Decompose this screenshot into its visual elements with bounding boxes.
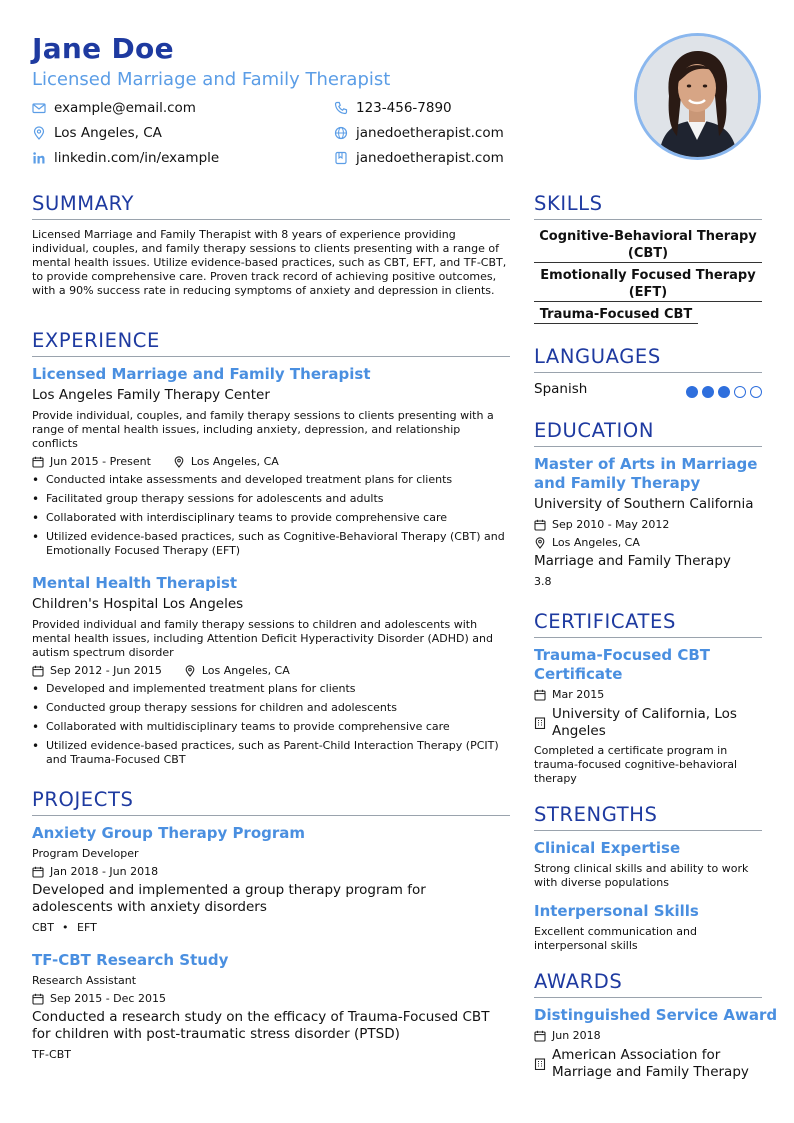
calendar-icon <box>32 993 44 1005</box>
experience-bullets <box>32 473 508 563</box>
linkedin-icon <box>32 151 46 165</box>
language-level-dot <box>686 386 698 398</box>
list-item: • Utilized evidence-based practices, such as Cognitive-Behavioral Therapy (CBT) and Emotionally Focused Therapy (EFT) <box>32 530 508 558</box>
contact-linkedin[interactable] <box>32 150 219 166</box>
map-pin-icon <box>534 537 546 549</box>
phone-text[interactable]: 123-456-7890 <box>356 100 452 116</box>
strength-name: Interpersonal Skills <box>534 902 699 920</box>
project-meta <box>32 865 158 878</box>
experience-dates: Sep 2012 - Jun 2015 <box>50 664 162 677</box>
award-issuer-row <box>534 1047 762 1081</box>
candidate-title: Licensed Marriage and Family Therapist <box>32 69 391 90</box>
skills-divider <box>534 219 762 220</box>
language-name: Spanish <box>534 381 588 397</box>
portfolio-text[interactable]: janedoetherapist.com <box>356 150 504 166</box>
experience-company: Los Angeles Family Therapy Center <box>32 387 270 403</box>
certificate-date: Mar 2015 <box>552 688 605 701</box>
section-heading-certificates: CERTIFICATES <box>534 610 676 633</box>
education-location-row <box>534 536 640 549</box>
contact-location <box>32 125 162 141</box>
project-name: Anxiety Group Therapy Program <box>32 824 306 842</box>
skill-item: Emotionally Focused Therapy (EFT) <box>540 268 756 300</box>
contact-email[interactable] <box>32 100 196 116</box>
calendar-icon <box>534 519 546 531</box>
award-date: Jun 2018 <box>552 1029 601 1042</box>
experience-bullets <box>32 682 508 772</box>
languages-divider <box>534 372 762 373</box>
location-text: Los Angeles, CA <box>54 125 162 141</box>
phone-icon <box>334 101 348 115</box>
section-heading-strengths: STRENGTHS <box>534 803 658 826</box>
calendar-icon <box>534 1030 546 1042</box>
award-date-row <box>534 1029 601 1042</box>
experience-location: Los Angeles, CA <box>201 664 290 677</box>
summary-divider <box>32 219 510 220</box>
bookmark-icon <box>334 151 348 165</box>
list-item: • Facilitated group therapy sessions for adolescents and adults <box>32 492 508 506</box>
section-heading-awards: AWARDS <box>534 970 623 993</box>
language-level-dot <box>750 386 762 398</box>
education-school: University of Southern California <box>534 496 754 512</box>
project-meta <box>32 992 166 1005</box>
project-tag: TF-CBT <box>32 1048 71 1061</box>
calendar-icon <box>32 866 44 878</box>
email-text[interactable]: example@email.com <box>54 100 196 116</box>
contact-website[interactable] <box>334 125 504 141</box>
project-tag: EFT <box>77 921 97 934</box>
skill-item: Cognitive-Behavioral Therapy (CBT) <box>539 229 757 261</box>
education-gpa: 3.8 <box>534 575 552 588</box>
education-location: Los Angeles, CA <box>552 536 640 549</box>
award-issuer: American Association for Marriage and Family Therapy <box>552 1047 749 1080</box>
strength-description: Excellent communication and interpersonal skills <box>534 925 698 952</box>
experience-divider <box>32 356 510 357</box>
education-dates: Sep 2010 - May 2012 <box>552 518 670 531</box>
certificate-name: Trauma-Focused CBT Certificate <box>534 646 711 683</box>
award-name: Distinguished Service Award <box>534 1006 778 1024</box>
map-pin-icon <box>173 456 185 468</box>
project-tag: CBT <box>32 921 54 934</box>
education-dates-row <box>534 518 669 531</box>
globe-icon <box>334 126 348 140</box>
contact-portfolio[interactable] <box>334 150 504 166</box>
website-text[interactable]: janedoetherapist.com <box>356 125 504 141</box>
list-item: • Developed and implemented treatment plans for clients <box>32 682 508 696</box>
list-item: • Collaborated with interdisciplinary teams to provide comprehensive care <box>32 511 508 525</box>
project-name: TF-CBT Research Study <box>32 951 229 969</box>
section-heading-summary: SUMMARY <box>32 192 135 215</box>
strength-description: Strong clinical skills and ability to work with diverse populations <box>534 862 749 889</box>
project-role: Program Developer <box>32 847 139 860</box>
language-level-dot <box>702 386 714 398</box>
certificate-date-row <box>534 688 604 701</box>
section-heading-experience: EXPERIENCE <box>32 329 160 352</box>
tag-separator: • <box>62 921 69 934</box>
strengths-divider <box>534 830 762 831</box>
linkedin-text[interactable]: linkedin.com/in/example <box>54 150 220 166</box>
skill-divider <box>534 323 698 324</box>
certificate-issuer: University of California, Los Angeles <box>552 706 737 739</box>
experience-company: Children's Hospital Los Angeles <box>32 596 244 612</box>
building-icon <box>534 1058 546 1070</box>
certificate-description: Completed a certificate program in trauma-focused cognitive-behavioral therapy <box>534 744 738 785</box>
building-icon <box>534 717 546 729</box>
awards-divider <box>534 997 762 998</box>
experience-location: Los Angeles, CA <box>190 455 279 468</box>
language-level-dot <box>718 386 730 398</box>
list-item: • Conducted intake assessments and developed treatment plans for clients <box>32 473 508 487</box>
skill-divider <box>534 301 762 302</box>
section-heading-projects: PROJECTS <box>32 788 134 811</box>
experience-description: Provided individual and family therapy sessions to children and adolescents with mental health issues, including Attention Deficit Hyperactivity Disorder (ADHD) and autism spectrum disorder <box>32 618 493 659</box>
envelope-icon <box>32 101 46 115</box>
certificates-divider <box>534 637 762 638</box>
experience-description: Provide individual, couples, and family therapy sessions to clients presenting with a range of mental health issues, including anxiety, depression, and relationship conflicts <box>32 409 494 450</box>
education-degree: Master of Arts in Marriage and Family Therapy <box>534 455 758 492</box>
map-pin-icon <box>184 665 196 677</box>
strength-name: Clinical Expertise <box>534 839 681 857</box>
avatar <box>637 36 758 157</box>
experience-role: Licensed Marriage and Family Therapist <box>32 365 371 383</box>
project-role: Research Assistant <box>32 974 137 987</box>
education-divider <box>534 446 762 447</box>
project-description: Developed and implemented a group therapy program for adolescents with anxiety disorders <box>32 882 426 915</box>
experience-meta <box>32 455 279 468</box>
project-dates: Jan 2018 - Jun 2018 <box>50 865 159 878</box>
skill-divider <box>534 262 762 263</box>
section-heading-languages: LANGUAGES <box>534 345 661 368</box>
list-item: • Conducted group therapy sessions for children and adolescents <box>32 701 508 715</box>
project-description: Conducted a research study on the efficacy of Trauma-Focused CBT for children with post-traumatic stress disorder (PTSD) <box>32 1009 490 1042</box>
skill-item: Trauma-Focused CBT <box>539 307 693 322</box>
project-dates: Sep 2015 - Dec 2015 <box>50 992 166 1005</box>
contact-phone[interactable] <box>334 100 452 116</box>
section-heading-education: EDUCATION <box>534 419 655 442</box>
profile-photo <box>634 33 761 160</box>
section-heading-skills: SKILLS <box>534 192 603 215</box>
experience-dates: Jun 2015 - Present <box>50 455 151 468</box>
language-level-dot <box>734 386 746 398</box>
candidate-name: Jane Doe <box>32 32 174 65</box>
experience-meta <box>32 664 290 677</box>
calendar-icon <box>32 665 44 677</box>
experience-role: Mental Health Therapist <box>32 574 238 592</box>
education-field: Marriage and Family Therapy <box>534 553 731 569</box>
calendar-icon <box>534 689 546 701</box>
certificate-issuer-row <box>534 706 762 740</box>
projects-divider <box>32 815 510 816</box>
summary-text: Licensed Marriage and Family Therapist with 8 years of experience providing individual, couples, and family therapy sessions to clients presenting with a range of mental health issues. Utilize evidence-based practices, such as CBT, EFT, and TF-CBT, to provide comprehensive care. Proven track record of achieving positive outcomes, with a 90% success rate in reducing symptoms of anxiety and depression in clients. <box>32 228 507 297</box>
list-item: • Utilized evidence-based practices, such as Parent-Child Interaction Therapy (PCIT) and Trauma-Focused CBT <box>32 739 508 767</box>
list-item: • Collaborated with multidisciplinary teams to provide comprehensive care <box>32 720 508 734</box>
map-pin-icon <box>32 126 46 140</box>
calendar-icon <box>32 456 44 468</box>
